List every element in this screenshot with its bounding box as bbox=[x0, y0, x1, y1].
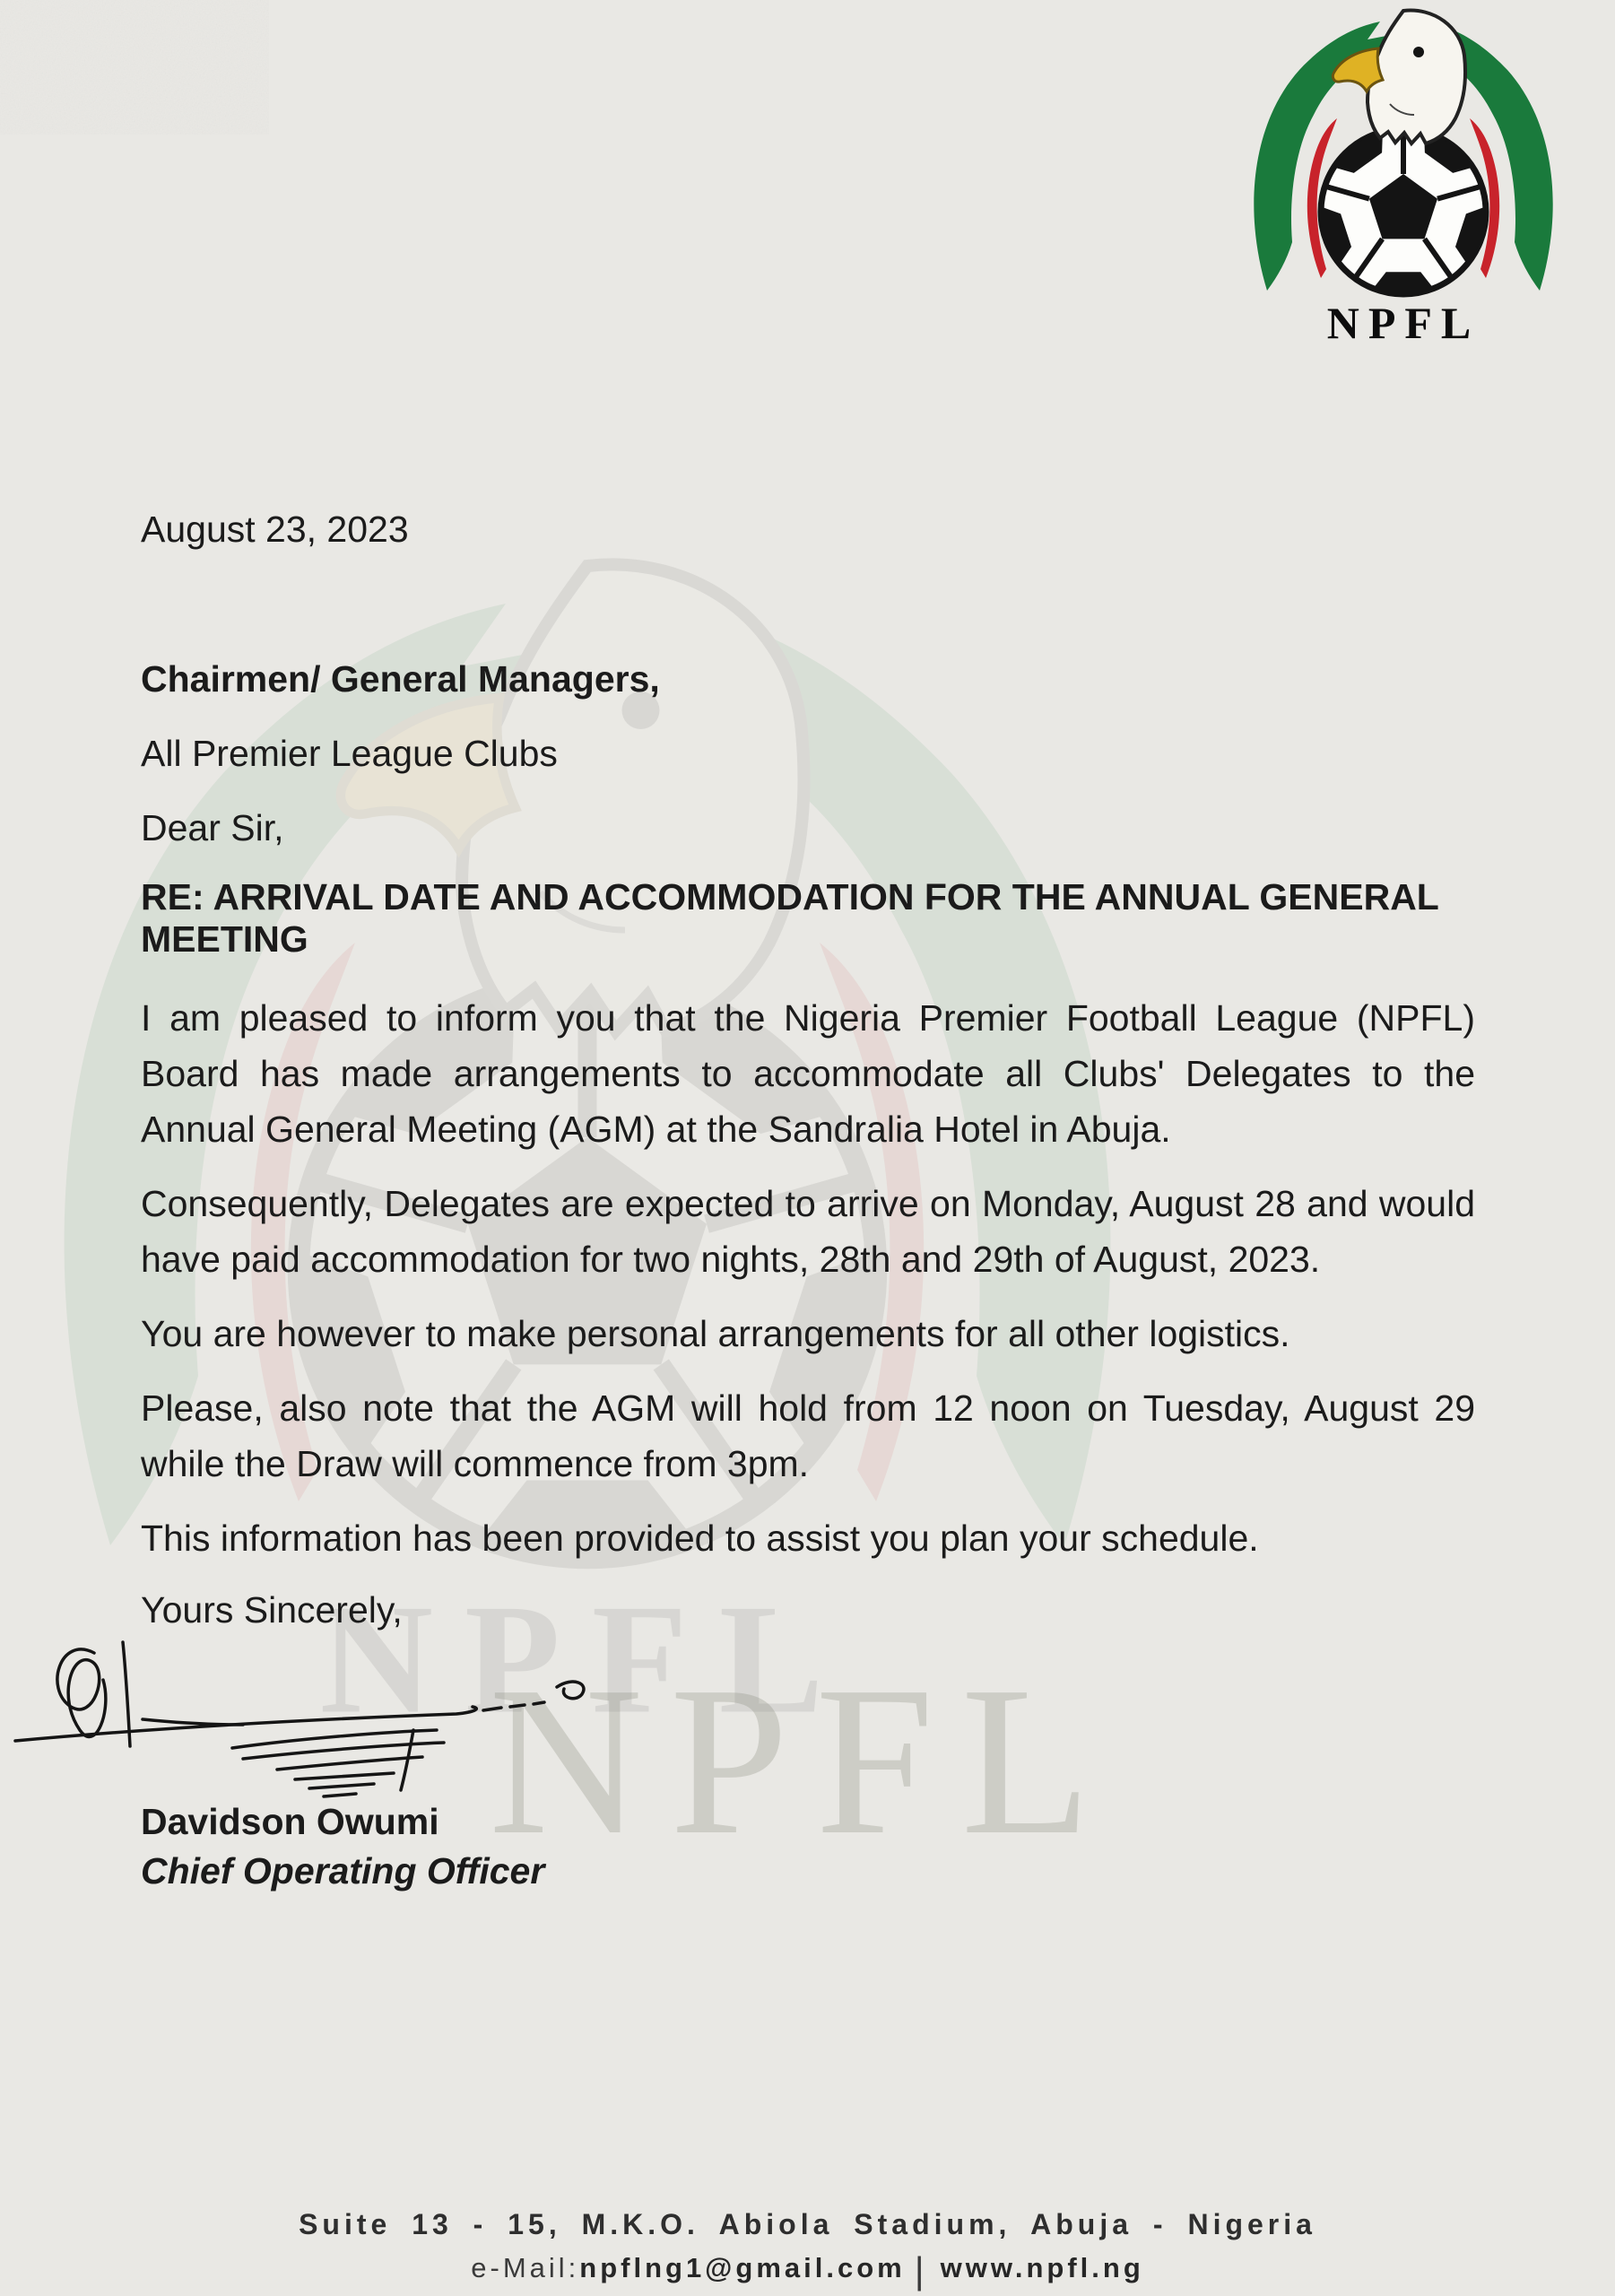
footer-contacts bbox=[0, 2249, 1615, 2292]
paragraph-5: This information has been provided to assist you plan your schedule. bbox=[141, 1518, 1259, 1559]
salutation: Dear Sir, bbox=[141, 807, 284, 848]
signatory-name: Davidson Owumi bbox=[141, 1801, 439, 1842]
npfl-text-watermark: NPFL bbox=[489, 1643, 1118, 1879]
paragraph-2: Consequently, Delegates are expected to arrive on Monday, August 28 and would have paid accommodation for two nights, 28th and 29th of August, 2023. bbox=[141, 1183, 1475, 1280]
paragraph-3: You are however to make personal arrangements for all other logistics. bbox=[141, 1313, 1290, 1354]
footer bbox=[0, 2208, 1615, 2292]
signature-scribble bbox=[8, 1633, 636, 1799]
letter-date: August 23, 2023 bbox=[141, 509, 409, 550]
subject-line: RE: ARRIVAL DATE AND ACCOMMODATION FOR THE ANNUAL GENERAL MEETING bbox=[141, 876, 1439, 960]
paragraph-1: I am pleased to inform you that the Nigeria Premier Football League (NPFL) Board has made arrangements to accommodate all Clubs' Delegates to the Annual General Meeting (AGM) at the Sandralia Hotel in Abuja. bbox=[141, 997, 1475, 1150]
paragraph-4: Please, also note that the AGM will hold from 12 noon on Tuesday, August 29 while the Draw will commence from 3pm. bbox=[141, 1387, 1475, 1484]
footer-address: Suite 13 - 15, M.K.O. Abiola Stadium, Abuja - Nigeria bbox=[299, 2208, 1316, 2240]
letter-content bbox=[141, 0, 1475, 1892]
closing: Yours Sincerely, bbox=[141, 1589, 403, 1631]
recipient-organization: All Premier League Clubs bbox=[141, 733, 558, 774]
footer-email: npflng1@gmail.com bbox=[579, 2252, 906, 2283]
signatory-title: Chief Operating Officer bbox=[141, 1850, 545, 1892]
recipient-line: Chairmen/ General Managers, bbox=[141, 658, 660, 700]
footer-email-label: e-Mail: bbox=[471, 2252, 580, 2283]
footer-website: www.npfl.ng bbox=[940, 2252, 1144, 2283]
footer-separator: | bbox=[914, 2249, 928, 2292]
